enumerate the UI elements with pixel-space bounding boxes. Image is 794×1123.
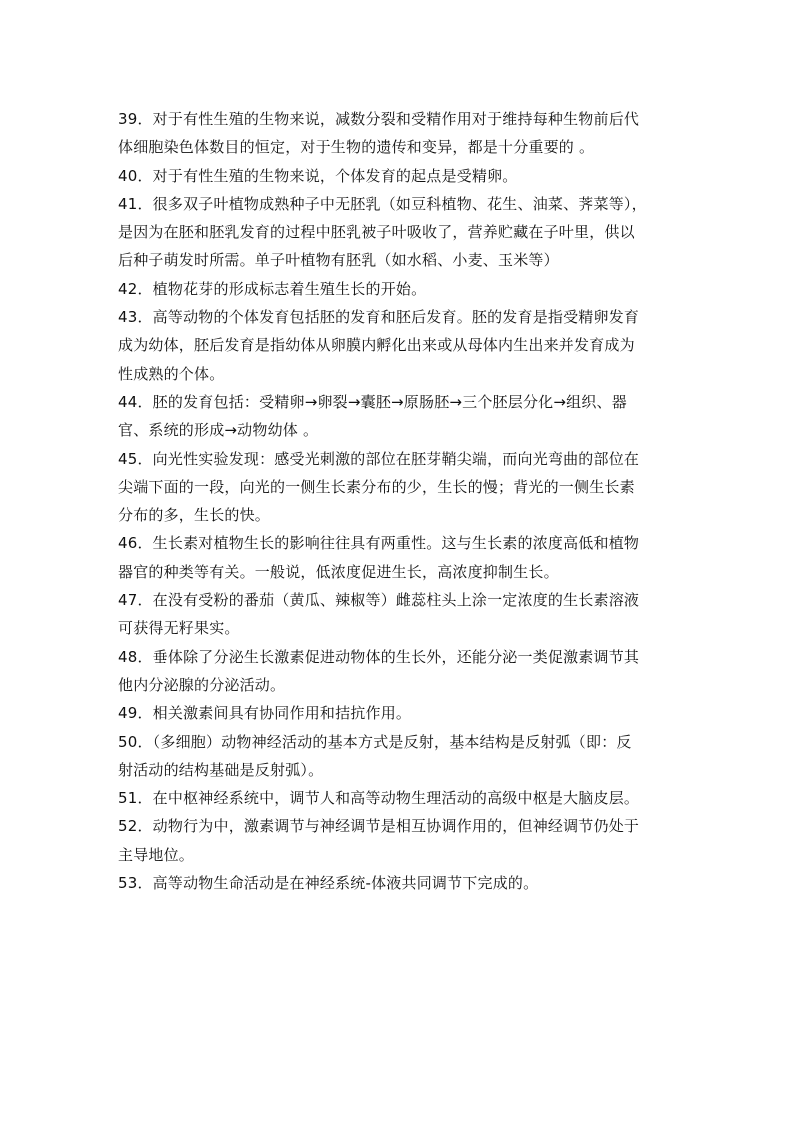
text-line-12: 官、系统的形成→动物幼体 。 (118, 421, 319, 440)
text-line-25: 51．在中枢神经系统中，调节人和高等动物生理活动的高级中枢是大脑皮层。 (118, 789, 640, 808)
text-line-20: 48．垂体除了分泌生长激素促进动物体的生长外，还能分泌一类促激素调节其 (118, 647, 640, 666)
text-line-10: 性成熟的个体。 (118, 364, 225, 383)
text-line-22: 49．相关激素间具有协同作用和拮抗作用。 (118, 704, 412, 723)
document-body (118, 105, 698, 897)
text-line-4: 41．很多双子叶植物成熟种子中无胚乳（如豆科植物、花生、油菜、荠菜等）， (118, 194, 647, 213)
text-line-9: 成为幼体，胚后发育是指幼体从卵膜内孵化出来或从母体内生出来并发育成为 (118, 336, 635, 355)
text-line-6: 后种子萌发时所需。单子叶植物有胚乳（如水稻、小麦、玉米等） (118, 251, 559, 270)
text-line-26: 52．动物行为中，激素调节与神经调节是相互协调作用的，但神经调节仍处于 (118, 817, 640, 836)
text-line-8: 43．高等动物的个体发育包括胚的发育和胚后发育。胚的发育是指受精卵发育 (118, 308, 640, 327)
text-line-2: 体细胞染色体数目的恒定，对于生物的遗传和变异，都是十分重要的 。 (118, 138, 595, 157)
text-line-11: 44．胚的发育包括：受精卵→卵裂→囊胚→原肠胚→三个胚层分化→组织、器 (118, 392, 627, 411)
text-line-28: 53．高等动物生命活动是在神经系统-体液共同调节下完成的。 (118, 874, 539, 893)
text-line-21: 他内分泌腺的分泌活动。 (118, 675, 286, 694)
text-line-3: 40．对于有性生殖的生物来说，个体发育的起点是受精卵。 (118, 166, 518, 185)
text-line-18: 47．在没有受粉的番茄（黄瓜、辣椒等）雌蕊柱头上涂一定浓度的生长素溶液 (118, 591, 640, 610)
text-line-16: 46．生长素对植物生长的影响往往具有两重性。这与生长素的浓度高低和植物 (118, 534, 640, 553)
text-line-17: 器官的种类等有关。一般说，低浓度促进生长，高浓度抑制生长。 (118, 562, 559, 581)
text-line-14: 尖端下面的一段，向光的一侧生长素分布的少，生长的慢；背光的一侧生长素 (118, 477, 635, 496)
text-line-19: 可获得无籽果实。 (118, 619, 240, 638)
text-line-15: 分布的多，生长的快。 (118, 506, 271, 525)
text-line-5: 是因为在胚和胚乳发育的过程中胚乳被子叶吸收了，营养贮藏在子叶里，供以 (118, 223, 635, 242)
text-line-27: 主导地位。 (118, 845, 195, 864)
text-line-24: 射活动的结构基础是反射弧）。 (118, 760, 324, 779)
text-line-1: 39．对于有性生殖的生物来说，减数分裂和受精作用对于维持每种生物前后代 (118, 110, 640, 128)
text-line-13: 45．向光性实验发现：感受光刺激的部位在胚芽鞘尖端，而向光弯曲的部位在 (118, 449, 640, 468)
text-line-23: 50．（多细胞）动物神经活动的基本方式是反射，基本结构是反射弧（即：反 (118, 732, 632, 751)
text-line-7: 42．植物花芽的形成标志着生殖生长的开始。 (118, 279, 427, 298)
